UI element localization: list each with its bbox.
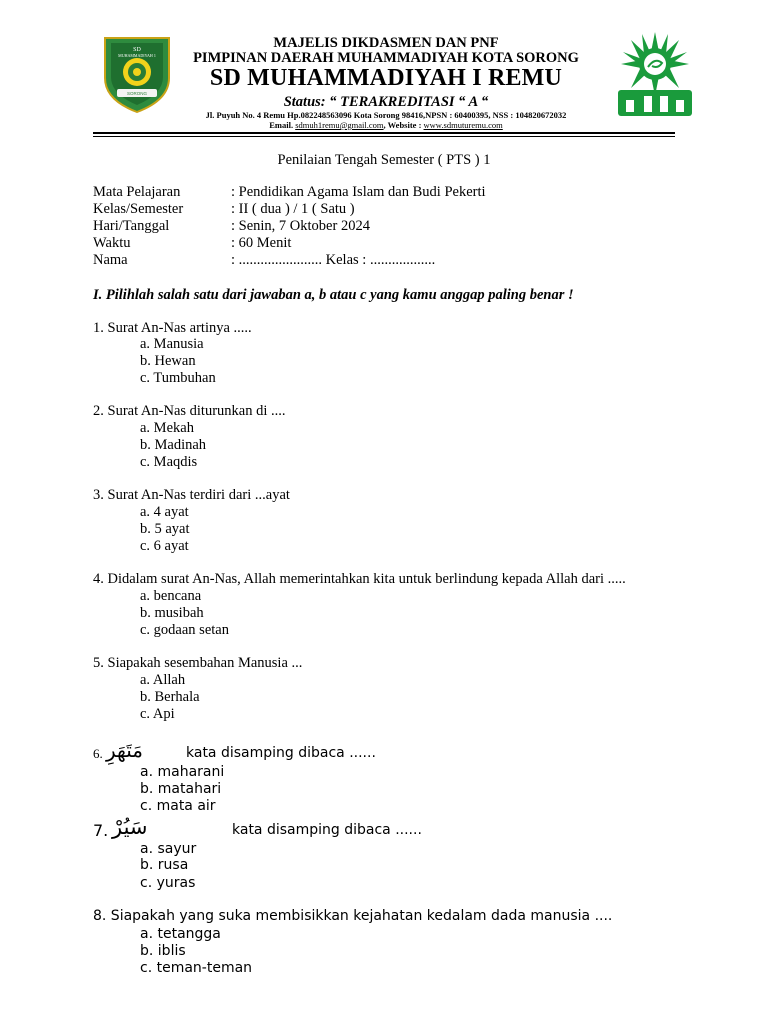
question-4: 4. Didalam surat An-Nas, Allah memerintahkan kita untuk berlindung kepada Allah dari ..... (93, 571, 626, 587)
question-1: 1. Surat An-Nas artinya ..... (93, 320, 252, 336)
header-divider-thick (93, 132, 675, 134)
exam-title: Penilaian Tengah Semester ( PTS ) 1 (277, 152, 491, 168)
question-8: 8. Siapakah yang suka membisikkan kejahatan kedalam dada manusia .... (93, 908, 613, 924)
school-address: Jl. Puyuh No. 4 Remu Hp.082248563096 Kota Sorong 98416,NPSN : 60400395, NSS : 104820672032 (205, 110, 567, 120)
question-2-option-c: c. Maqdis (140, 454, 198, 470)
email-prefix: Email. (269, 120, 294, 130)
question-7-option-c: c. yuras (140, 875, 196, 891)
info-value-class: : II ( dua ) / 1 ( Satu ) (231, 201, 355, 217)
question-7-option-a: a. sayur (140, 841, 197, 857)
logo-bottom-text: SORONG (126, 91, 148, 96)
question-8-option-a: a. tetangga (140, 926, 221, 942)
question-5-option-a: a. Allah (140, 672, 186, 688)
question-4-option-a: a. bencana (140, 588, 202, 604)
question-7: kata disamping dibaca ...... (232, 822, 422, 838)
school-name: SD MUHAMMADIYAH I REMU (209, 65, 563, 91)
info-value-subject: : Pendidikan Agama Islam dan Budi Pekerti (231, 184, 486, 200)
question-5: 5. Siapakah sesembahan Manusia ... (93, 655, 303, 671)
question-1-option-a: a. Manusia (140, 336, 204, 352)
question-8-option-b: b. iblis (140, 943, 186, 959)
question-7-number: 7. (93, 821, 109, 840)
question-4-option-b: b. musibah (140, 605, 204, 621)
question-5-option-c: c. Api (140, 706, 175, 722)
question-7-arabic-word: سَيُرْ (112, 815, 148, 839)
question-1-option-c: c. Tumbuhan (140, 370, 216, 386)
email-link[interactable]: sdmuh1remu@gmail.com (295, 120, 384, 130)
info-value-date: : Senin, 7 Oktober 2024 (231, 218, 370, 234)
question-6-option-c: c. mata air (140, 798, 216, 814)
question-7-option-b: b. rusa (140, 857, 189, 873)
info-value-name: : ....................... Kelas : .................. (231, 252, 436, 268)
question-3-option-b: b. 5 ayat (140, 521, 190, 537)
header-line-1: MAJELIS DIKDASMEN DAN PNF (273, 35, 499, 51)
question-6-option-b: b. matahari (140, 781, 222, 797)
question-3-option-a: a. 4 ayat (140, 504, 189, 520)
question-6-arabic-word: مَتَهَرِ (106, 738, 144, 762)
logo-top-text: SD (133, 47, 141, 53)
info-label-date: Hari/Tanggal (93, 218, 170, 234)
website-prefix: , Website : (383, 120, 422, 130)
question-4-option-c: c. godaan setan (140, 622, 229, 638)
question-6: kata disamping dibaca ...... (186, 745, 376, 761)
contact-line (180, 120, 592, 130)
instruction: I. Pilihlah salah satu dari jawaban a, b atau c yang kamu anggap paling benar ! (93, 287, 574, 303)
info-label-time: Waktu (93, 235, 131, 251)
info-value-time: : 60 Menit (231, 235, 292, 251)
info-label-class: Kelas/Semester (93, 201, 184, 217)
header-divider-thin (93, 136, 675, 137)
info-label-name: Nama (93, 252, 128, 268)
question-5-option-b: b. Berhala (140, 689, 200, 705)
header-line-2: PIMPINAN DAERAH MUHAMMADIYAH KOTA SORONG (193, 50, 579, 66)
accreditation-status: Status: “ TERAKREDITASI “ A “ (283, 94, 489, 110)
info-label-subject: Mata Pelajaran (93, 184, 181, 200)
question-2-option-b: b. Madinah (140, 437, 207, 453)
question-6-number: 6. (93, 746, 103, 761)
question-2-option-a: a. Mekah (140, 420, 194, 436)
muhammadiyah-sun-logo-icon (612, 30, 698, 118)
question-1-option-b: b. Hewan (140, 353, 196, 369)
question-3-option-c: c. 6 ayat (140, 538, 189, 554)
question-2: 2. Surat An-Nas diturunkan di .... (93, 403, 286, 419)
question-6-option-a: a. maharani (140, 764, 225, 780)
question-8-option-c: c. teman-teman (140, 960, 253, 976)
school-shield-logo-icon (101, 34, 173, 114)
logo-mid-text: MUHAMMADIYAH 1 (118, 53, 156, 58)
question-3: 3. Surat An-Nas terdiri dari ...ayat (93, 487, 290, 503)
website-link[interactable]: www.sdmuturemu.com (423, 120, 503, 130)
